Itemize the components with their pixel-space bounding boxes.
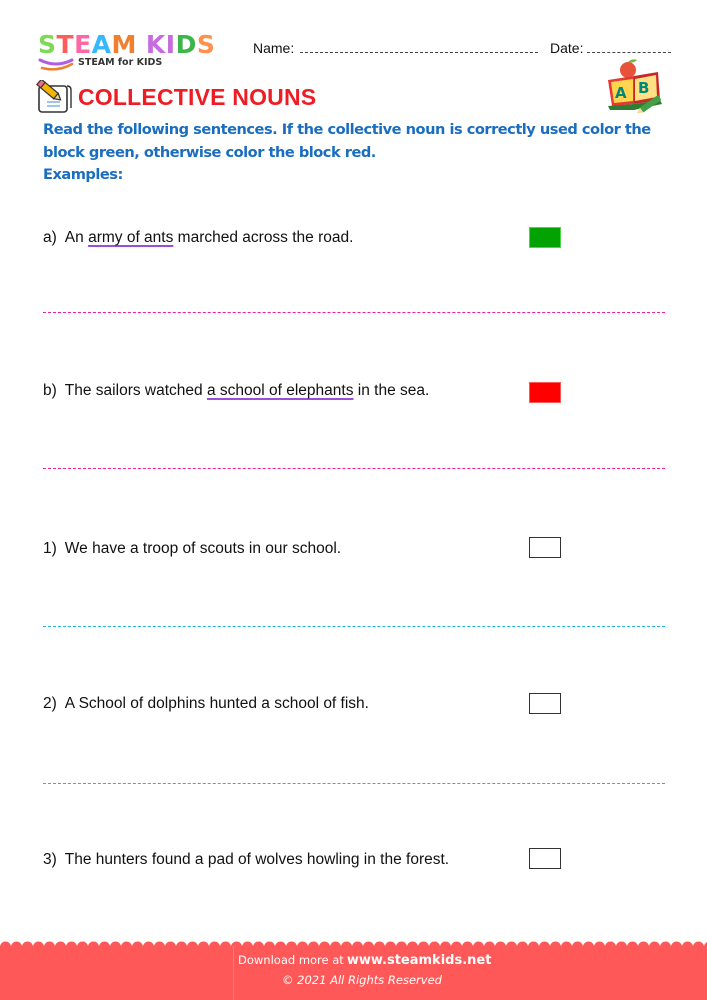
question-3 [43, 851, 449, 869]
abc-book-icon [604, 58, 668, 114]
logo-letter: D [175, 30, 197, 59]
dashed-divider [43, 626, 665, 627]
dashed-divider [43, 783, 665, 784]
item-marker: 3) [43, 851, 57, 868]
answer-block-green[interactable] [529, 227, 561, 248]
svg-text:B: B [638, 79, 650, 97]
sentence-text: marched across the road. [177, 229, 354, 246]
question-2 [43, 695, 369, 713]
logo-subtitle: STEAM for KIDS [78, 57, 163, 68]
footer-download [238, 953, 491, 968]
instructions-text: Read the following sentences. If the collective noun is correctly used color the block green, otherwise color the block red. [43, 121, 651, 161]
name-blank-line[interactable] [300, 41, 538, 53]
copyright-text: © 2021 All Rights Reserved [282, 973, 442, 987]
sentence-text: The hunters found a pad of wolves howling in the forest. [64, 851, 450, 868]
name-label: Name: [253, 40, 295, 56]
dashed-divider [43, 312, 665, 313]
sentence-text: We have a troop of scouts in our school. [64, 540, 342, 557]
logo-letter: I [165, 30, 176, 59]
item-marker: a) [43, 229, 57, 246]
footer [0, 946, 707, 1000]
pencil-scroll-icon [36, 80, 72, 114]
answer-block-red[interactable] [529, 382, 561, 403]
site-link[interactable]: www.steamkids.net [346, 953, 492, 968]
logo-letter: S [196, 30, 216, 59]
date-blank-line[interactable] [587, 41, 671, 53]
logo-swoosh-icon [38, 56, 76, 72]
sentence-text: in the sea. [357, 382, 430, 399]
sentence-text: An [64, 229, 84, 246]
collective-noun-underlined: army of ants [88, 229, 174, 246]
download-text: Download more at [238, 953, 344, 967]
answer-block-1[interactable] [529, 537, 561, 558]
date-field[interactable] [550, 40, 671, 56]
answer-block-3[interactable] [529, 848, 561, 869]
question-1 [43, 540, 341, 558]
logo-letter: K [145, 30, 166, 59]
answer-block-2[interactable] [529, 693, 561, 714]
logo-letter: T [56, 30, 75, 59]
steam-kids-logo [38, 32, 238, 72]
item-marker: 2) [43, 695, 57, 712]
svg-text:A: A [615, 84, 627, 102]
footer-separator [233, 946, 234, 1000]
logo-wordmark [38, 32, 215, 58]
sentence-text: The sailors watched [64, 382, 203, 399]
item-marker: b) [43, 382, 57, 399]
item-marker: 1) [43, 540, 57, 557]
logo-letter: S [38, 30, 57, 59]
examples-label: Examples: [43, 166, 123, 183]
sentence-text: A School of dolphins hunted a school of fish. [64, 695, 369, 712]
dashed-divider [43, 468, 665, 469]
logo-letter: M [111, 30, 137, 59]
logo-letter: E [74, 30, 92, 59]
collective-noun-underlined: a school of elephants [206, 382, 354, 399]
example-sentence-b [43, 382, 429, 400]
page-title: COLLECTIVE NOUNS [78, 84, 317, 110]
logo-letter: A [91, 30, 112, 59]
date-label: Date: [550, 40, 584, 56]
example-sentence-a [43, 229, 353, 247]
name-field[interactable] [253, 40, 538, 56]
